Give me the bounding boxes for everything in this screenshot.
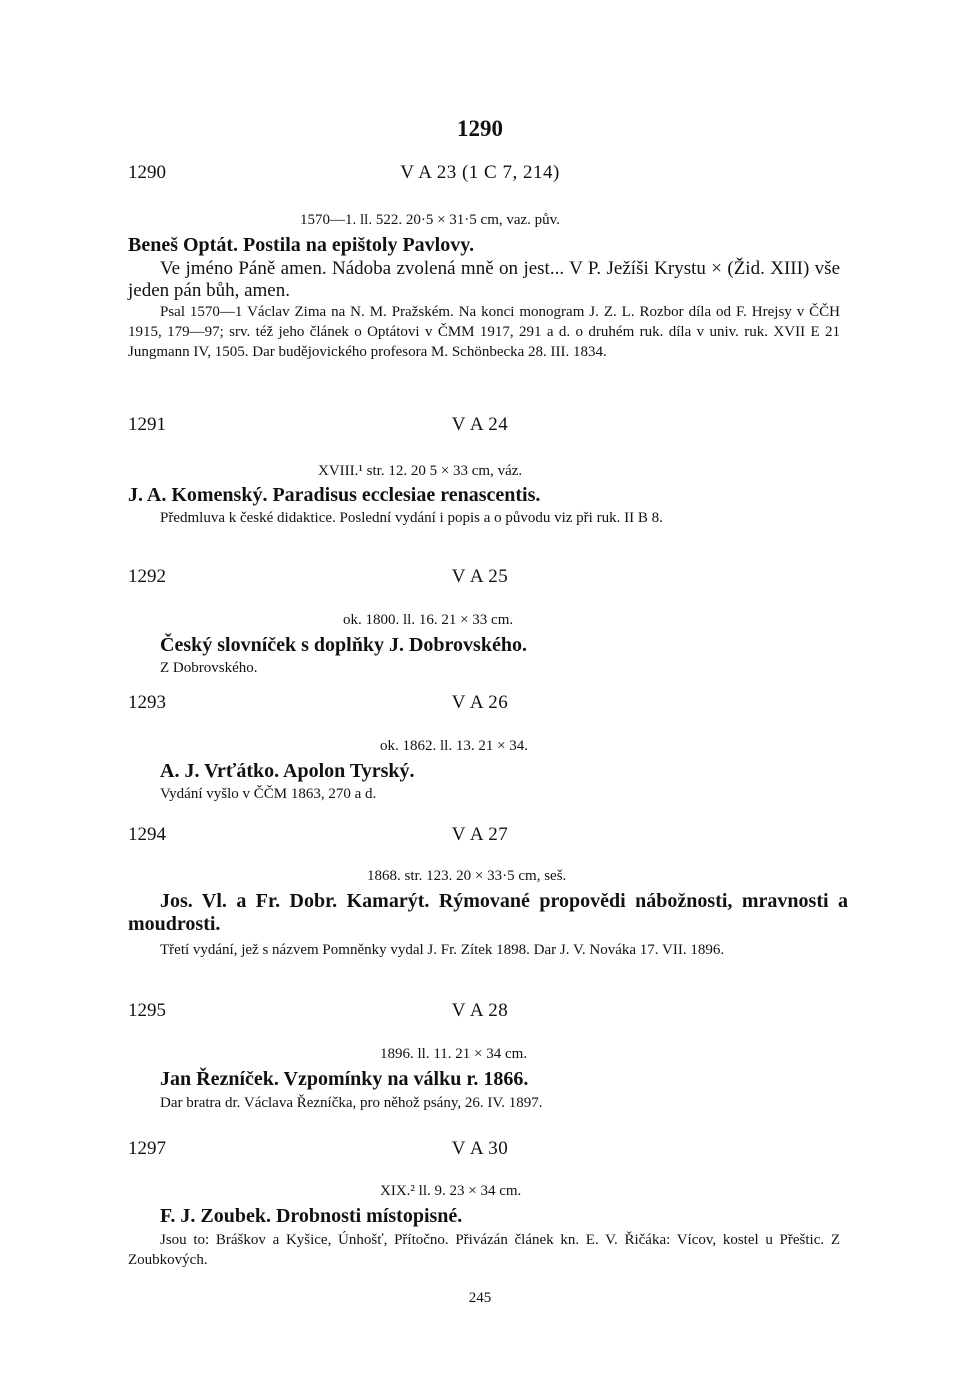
entry-signature: V A 24 [451,414,509,435]
entry-note: Předmluva k české didaktice. Poslední vydání i popis a o původu viz při ruk. II B 8. [160,510,663,526]
page-header: 1290 [457,116,503,141]
entry-number: 1294 [128,824,166,845]
entry-title: Český slovníček s doplňky J. Dobrovského. [160,634,527,656]
entry-note: Z Dobrovského. [160,660,258,676]
entry-signature: V A 23 (1 C 7, 214) [400,162,560,183]
entry-title: Jos. Vl. a Fr. Dobr. Kamarýt. Rýmované propovědi nábožnosti, mravnosti a moudrosti. [128,890,848,935]
entry-meta: XIX.² ll. 9. 23 × 34 cm. [380,1183,522,1199]
entry-number: 1295 [128,1000,166,1021]
entry-text: Ve jméno Páně amen. Nádoba zvolená mně on jest... V P. Ježíši Krystu × (Žid. XIII) vše jeden pán bůh, amen. [128,258,840,301]
entry-signature: V A 26 [451,692,509,713]
entry-meta: ok. 1862. ll. 13. 21 × 34. [380,738,529,754]
entry-number: 1293 [128,692,166,713]
entry-note: Dar bratra dr. Václava Řezníčka, pro něhož psány, 26. IV. 1897. [160,1095,543,1111]
entry-meta: 1868. str. 123. 20 × 33·5 cm, seš. [367,868,567,884]
entry-title: Beneš Optát. Postila na epištoly Pavlovy. [128,234,475,256]
entry-meta: 1570—1. ll. 522. 20·5 × 31·5 cm, vaz. pův. [300,212,560,228]
entry-title: F. J. Zoubek. Drobnosti místopisné. [160,1205,463,1227]
entry-meta: XVIII.¹ str. 12. 20 5 × 33 cm, váz. [318,463,523,479]
entry-title: Jan Řezníček. Vzpomínky na válku r. 1866. [160,1068,529,1090]
entry-note: Psal 1570—1 Václav Zima na N. M. Pražském. Na konci monogram J. Z. L. Rozbor díla od F. Hrejsy v ČČH 1915, 179—97; srv. též jeho článek o Optátovi v ČMM 1917, 291 a d. o druhém ruk. díla v univ. ruk. XVII E 21 Jungmann IV, 1505. Dar budějovického profesora M. Schönbecka 28. III. 1834. [128,304,840,360]
entry-meta: 1896. ll. 11. 21 × 34 cm. [380,1046,528,1062]
entry-meta: ok. 1800. ll. 16. 21 × 33 cm. [343,612,514,628]
entry-number: 1291 [128,414,166,435]
entry-note: Třetí vydání, jež s názvem Pomněnky vydal J. Fr. Zítek 1898. Dar J. V. Nováka 17. VII. 1896. [160,942,725,958]
entry-signature: V A 27 [451,824,509,845]
entry-number: 1290 [128,162,166,183]
entry-signature: V A 25 [451,566,509,587]
entry-signature: V A 28 [451,1000,509,1021]
page-number: 245 [468,1290,492,1306]
entry-signature: V A 30 [451,1138,509,1159]
entry-number: 1297 [128,1138,166,1159]
entry-title: A. J. Vrťátko. Apolon Tyrský. [160,760,415,782]
entry-number: 1292 [128,566,166,587]
entry-title: J. A. Komenský. Paradisus ecclesiae renascentis. [128,484,541,506]
entry-note: Vydání vyšlo v ČČM 1863, 270 a d. [160,786,377,802]
entry-note: Jsou to: Bráškov a Kyšice, Únhošť, Přítočno. Přivázán článek kn. E. V. Řičáka: Vícov, kostel u Přeštic. Z Zoubkových. [128,1232,840,1268]
